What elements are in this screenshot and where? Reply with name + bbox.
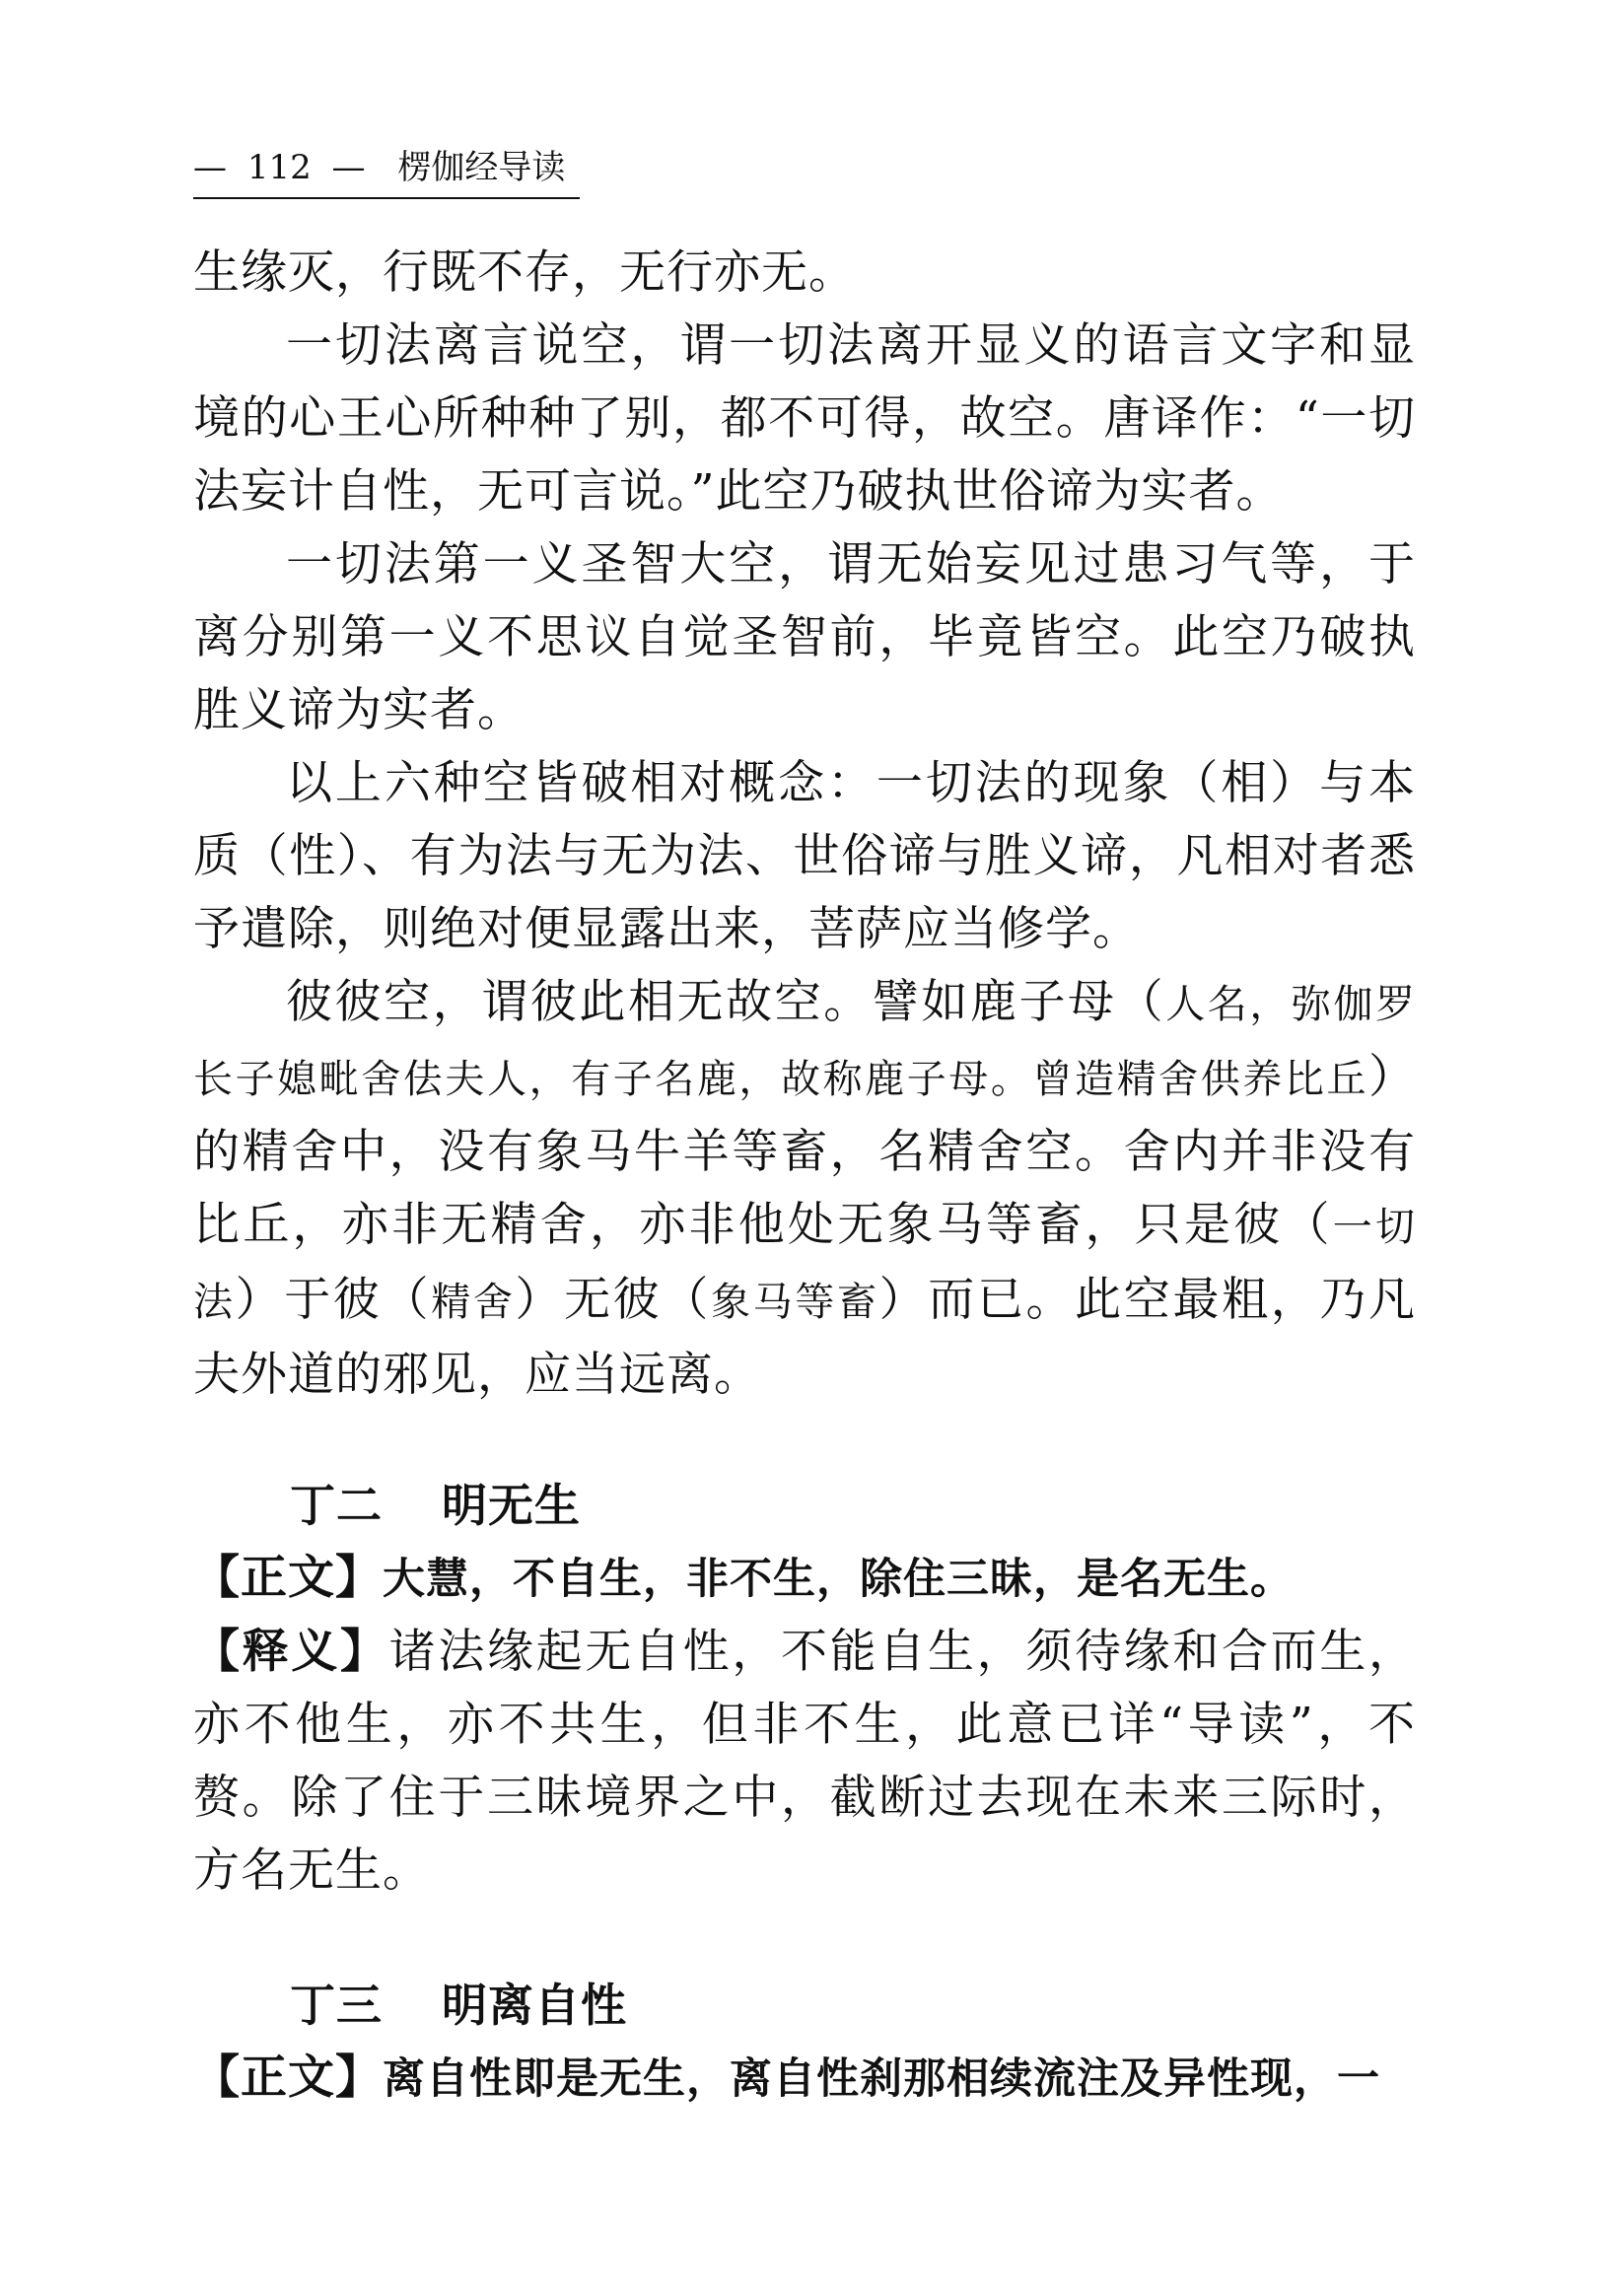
bibi-mid3: ）无彼（	[515, 1273, 712, 1327]
section3-title: 明离自性	[442, 1979, 627, 2032]
shiyi-text: 诸法缘起无自性，不能自生，须待缘和合而生，亦不他生，亦不共生，但非不生，此意已详“导读”，不赘。除了住于三昧境界之中，截断过去现在未来三际时，方名无生。	[193, 1625, 1417, 1898]
section2-zhengwen	[193, 1542, 1416, 1616]
bibi-note2: 一切法	[193, 1205, 1416, 1325]
zhengwen-tag: 【正文】	[193, 1551, 383, 1605]
book-title: 楞伽经导读	[397, 148, 566, 187]
paragraph-diyiyi-kong: 一切法第一义圣智大空，谓无始妄见过患习气等，于离分别第一义不思议自觉圣智前，毕竟皆空。此空乃破执胜义谛为实者。	[193, 537, 1416, 737]
zhengwen-text-3: 离自性即是无生，离自性刹那相续流注及异性现，一	[383, 2054, 1380, 2104]
section2-label: 丁二	[290, 1479, 383, 1532]
bibi-note3: 精舍	[431, 1280, 516, 1325]
bibi-note4: 象马等畜	[711, 1280, 879, 1325]
section-heading-3	[193, 1969, 1416, 2042]
header-dash-left: —	[193, 148, 227, 187]
shiyi-tag: 【释义】	[193, 1625, 389, 1679]
paragraph-bibi-kong	[193, 966, 1416, 1412]
header-dash-right: —	[331, 148, 366, 187]
running-header	[193, 148, 1426, 187]
bibi-mid2: ）于彼（	[235, 1273, 432, 1327]
section-heading-2	[193, 1469, 1416, 1542]
bibi-lead: 彼彼空，谓彼此相无故空。譬如鹿子母（	[286, 975, 1166, 1029]
bibi-note: 人名，弥伽罗长子媳毗舍佉夫人，有子名鹿，故称鹿子母。曾造精舍供养比丘	[193, 982, 1417, 1102]
paragraph-six-emptiness: 以上六种空皆破相对概念：一切法的现象（相）与本质（性）、有为法与无为法、世俗谛与胜义谛，凡相对者悉予遣除，则绝对便显露出来，菩萨应当修学。	[193, 756, 1416, 956]
page-number: 112	[246, 148, 312, 187]
bibi-tail: ）而已。此空最粗，乃凡夫外道的邪见，应当远离。	[193, 1273, 1417, 1402]
section3-label: 丁三	[290, 1979, 383, 2032]
page-body	[193, 237, 1416, 2116]
section3-zhengwen	[193, 2042, 1416, 2116]
section2-shiyi	[193, 1616, 1416, 1908]
header-rule	[193, 197, 580, 199]
zhengwen-text: 大慧，不自生，非不生，除住三昧，是名无生。	[383, 1555, 1294, 1604]
paragraph-lichuan-kong: 一切法离言说空，谓一切法离开显义的语言文字和显境的心王心所种种了别，都不可得，故空。唐译作：“一切法妄计自性，无可言说。”此空乃破执世俗谛为实者。	[193, 318, 1416, 519]
zhengwen-tag-3: 【正文】	[193, 2051, 383, 2105]
paragraph-continuation: 生缘灭，行既不存，无行亦无。	[193, 245, 856, 300]
bibi-mid1: ）的精舍中，没有象马牛羊等畜，名精舍空。舍内并非没有比丘，亦非无精舍，亦非他处无象马等畜，只是彼（	[193, 1050, 1416, 1252]
section2-title: 明无生	[442, 1479, 581, 1532]
